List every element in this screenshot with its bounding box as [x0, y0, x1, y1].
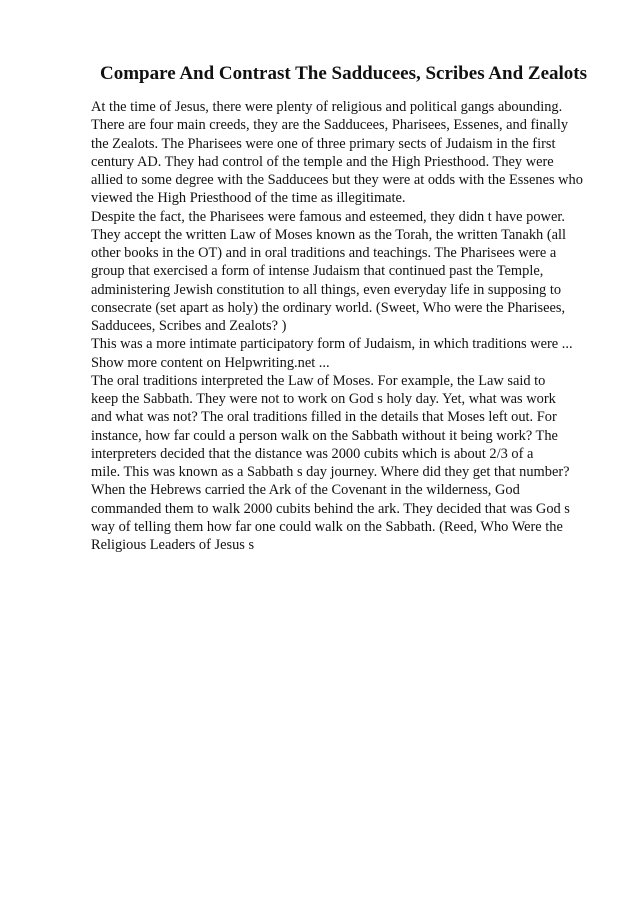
- body-line: commanded them to walk 2000 cubits behind the ark. They decided that was God s: [91, 500, 570, 517]
- body-line: Sadducees, Scribes and Zealots? ): [91, 318, 287, 334]
- body-line: other books in the OT) and in oral traditions and teachings. The Pharisees were a: [91, 245, 557, 261]
- body-line: century AD. They had control of the temple and the High Priesthood. They were: [91, 153, 554, 170]
- body-line: Despite the fact, the Pharisees were famous and esteemed, they didn t have power.: [91, 208, 565, 225]
- body-line: group that exercised a form of intense Judaism that continued past the Temple,: [91, 263, 544, 280]
- body-line: way of telling them how far one could walk on the Sabbath. (Reed, Who Were the: [91, 518, 563, 535]
- body-line: administering Jewish constitution to all things, even everyday life in supposing to: [91, 281, 562, 298]
- body-line: When the Hebrews carried the Ark of the Covenant in the wilderness, God: [91, 482, 520, 499]
- body-line: interpreters decided that the distance was 2000 cubits which is about 2/3 of a: [91, 445, 534, 462]
- body-line: keep the Sabbath. They were not to work on God s holy day. Yet, what was work: [91, 391, 556, 407]
- body-line: At the time of Jesus, there were plenty of religious and political gangs abounding.: [91, 99, 563, 115]
- body-line: allied to some degree with the Sadducees but they were at odds with the Essenes who: [91, 172, 583, 188]
- body-line: There are four main creeds, they are the Sadducees, Pharisees, Essenes, and finally: [91, 117, 569, 134]
- document-title: Compare And Contrast The Sadducees, Scribes And Zealots: [99, 63, 588, 84]
- body-line: This was a more intimate participatory form of Judaism, in which traditions were ...: [91, 336, 573, 353]
- body-line: Show more content on Helpwriting.net ...: [91, 354, 330, 371]
- body-line: the Zealots. The Pharisees were one of three primary sects of Judaism in the first: [91, 135, 556, 152]
- body-line: viewed the High Priesthood of the time as illegitimate.: [91, 190, 406, 207]
- body-line: They accept the written Law of Moses known as the Torah, the written Tanakh (all: [91, 226, 566, 243]
- body-line: consecrate (set apart as holy) the ordinary world. (Sweet, Who were the Pharisees,: [91, 299, 566, 316]
- body-line: instance, how far could a person walk on the Sabbath without it being work? The: [91, 427, 558, 444]
- document-body: [91, 98, 611, 554]
- body-line: and what was not? The oral traditions filled in the details that Moses left out. For: [91, 409, 557, 426]
- body-line: The oral traditions interpreted the Law of Moses. For example, the Law said to: [91, 372, 546, 389]
- body-line: Religious Leaders of Jesus s: [91, 537, 255, 553]
- body-line: mile. This was known as a Sabbath s day journey. Where did they get that number?: [91, 464, 570, 480]
